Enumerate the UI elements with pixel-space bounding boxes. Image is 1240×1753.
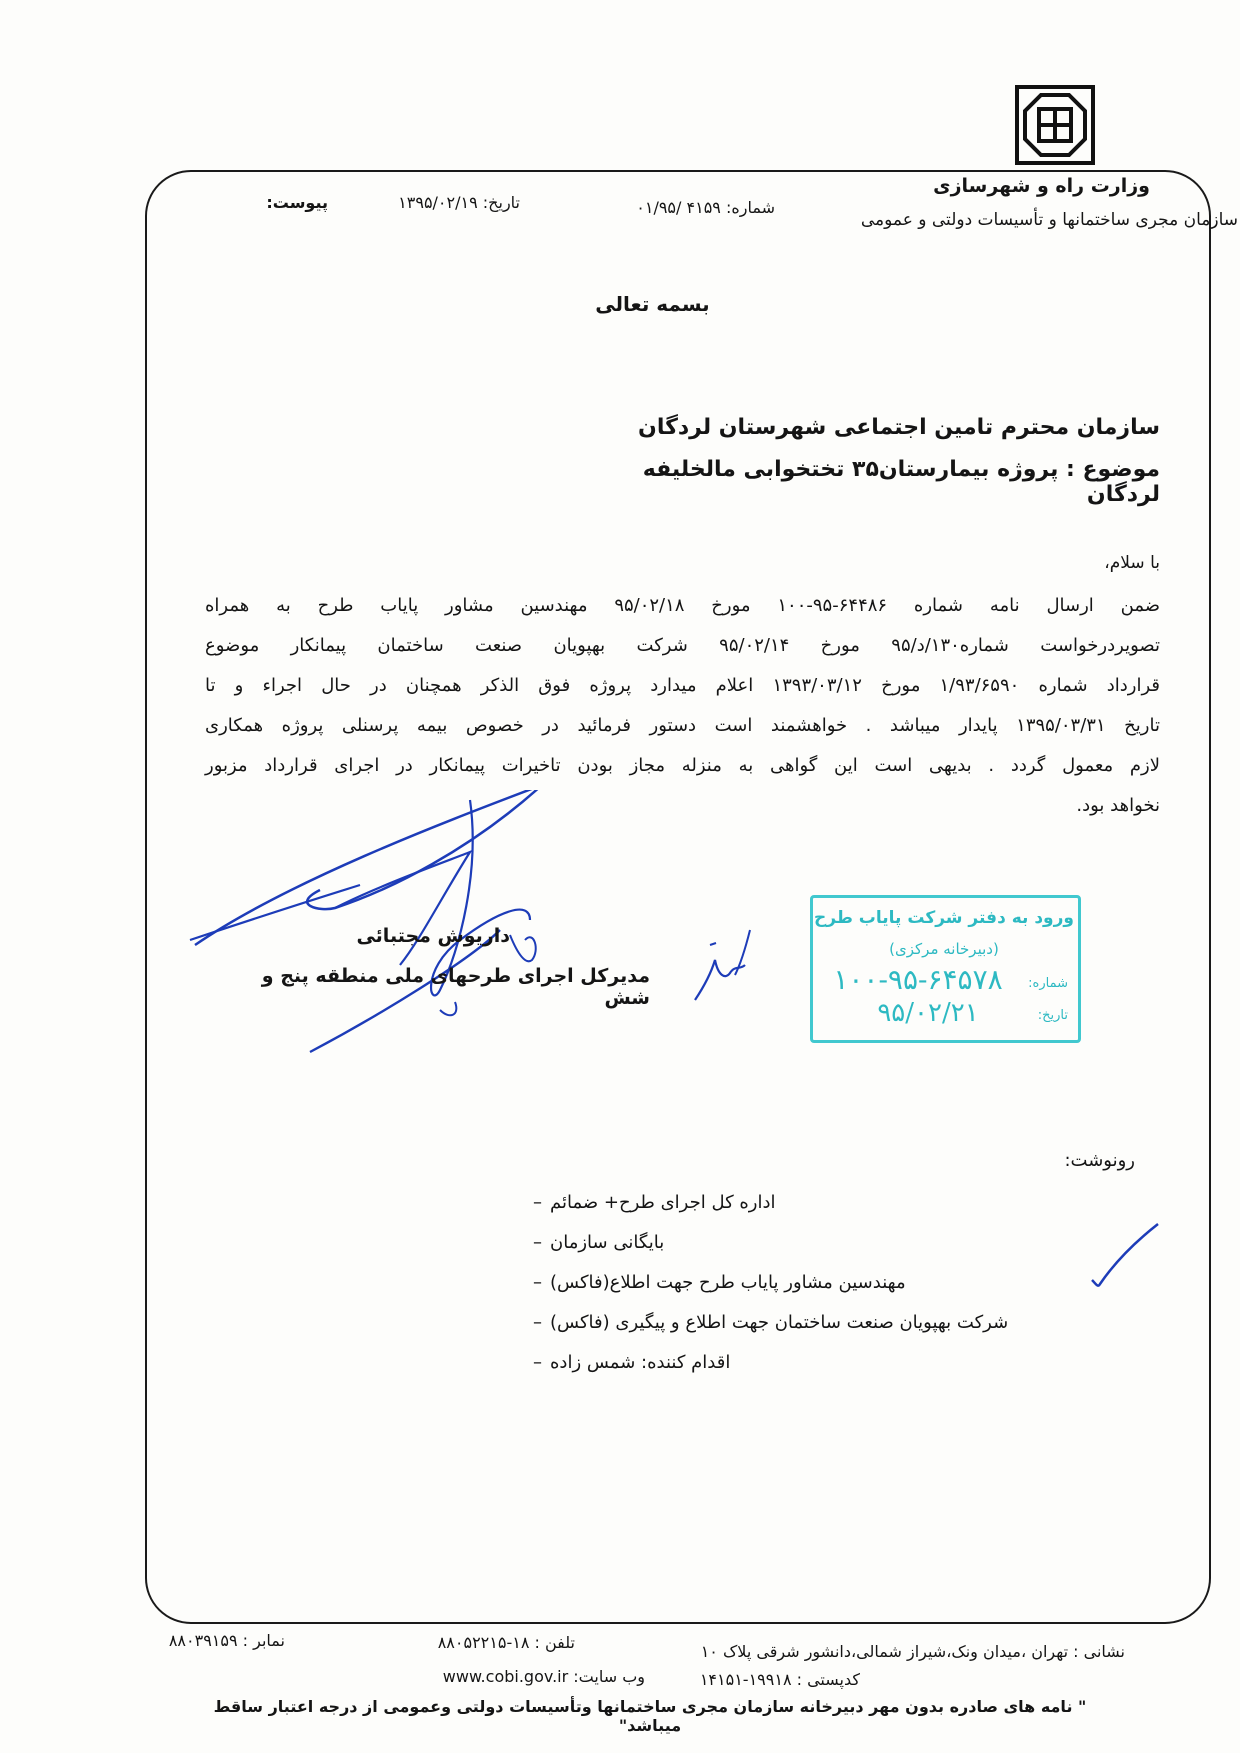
footer-website: وب سایت: www.cobi.gov.ir [442,1667,645,1686]
letter-date: تاریخ: ۱۳۹۵/۰۲/۱۹ [398,193,520,212]
body-line: ضمن ارسال نامه شماره ۶۴۴۸۶-۹۵-۱۰۰ مورخ ۹۵/۰۲/۱۸ مهندسین مشاور پایاب طرح به همراه [205,595,1161,616]
cc-bullet: – [533,1352,542,1373]
cc-item-text: شرکت بهپویان صنعت ساختمان جهت اطلاع و پیگیری (فاکس) [550,1312,1009,1333]
stamp-subtitle: (دبیرخانه مرکزی) [889,940,999,958]
cc-list [525,1183,1095,1383]
footer-disclaimer: " نامه های صادره بدون مهر دبیرخانه سازمان مجری ساختمانها وتأسیسات دولتی وعمومی از درجه اعتبار ساقط میباشد" [213,1697,1087,1735]
cc-item-text: اداره کل اجرای طرح+ ضمائم [550,1192,776,1213]
cc-bullet: – [533,1192,542,1213]
subject-line: موضوع : پروژه بیمارستان۳۵ تختخوابی مالخلیفه لردگان [642,457,1160,507]
footer-postal-code: کدپستی : ۱۹۹۱۸-۱۴۱۵۱ [699,1670,860,1689]
cc-item [525,1303,1095,1343]
signer-title: مدیرکل اجرای طرحهای ملی منطقه پنج و شش [261,965,650,1009]
body-line: قرارداد شماره ۱/۹۳/۶۵۹۰ مورخ ۱۳۹۳/۰۳/۱۲ اعلام میدارد پروژه فوق الذکر همچنان در حال اجراء و تا [205,675,1160,696]
body-line: تاریخ ۱۳۹۵/۰۳/۳۱ پایدار میباشد . خواهشمند است دستور فرمائید در خصوص بیمه پرسنلی پروژه همکاری [205,715,1160,736]
stamp-date-label: تاریخ: [1037,1008,1068,1023]
ministry-name: وزارت راه و شهرسازی [933,175,1150,197]
cc-bullet: – [533,1312,542,1333]
handwritten-initials [690,925,780,1005]
body-line: نخواهد بود. [1076,795,1160,816]
organization-name: سازمان مجری ساختمانها و تأسیسات دولتی و عمومی [860,210,1238,230]
body-line: تصویردرخواست شماره۱۳۰/د/۹۵ مورخ ۹۵/۰۲/۱۴ شرکت بهپویان صنعت ساختمان پیمانکار موضوع [205,635,1160,656]
ministry-logo [1015,85,1095,165]
signer-name: داریوش مجتبائی [356,925,510,947]
letter-number: شماره: ۴۱۵۹ /۰۱/۹۵ [636,198,775,217]
cc-heading: رونوشت: [1064,1150,1135,1171]
footer-phone: تلفن : ۱۸-۸۸۰۵۲۲۱۵ [437,1633,575,1652]
greeting: با سلام، [1104,553,1160,573]
stamp-number-value: ۱۰۰-۹۵-۶۴۵۷۸ [833,963,1003,996]
stamp-number-label: شماره: [1028,976,1068,991]
cc-item [525,1223,1095,1263]
cc-item-text: بایگانی سازمان [550,1232,665,1253]
body-line: لازم معمول گردد . بدیهی است این گواهی به منزله مجاز بودن تاخیرات پیمانکار در اجرای قرارداد مزبور [205,755,1160,776]
footer-fax: نمابر : ۸۸۰۳۹۱۵۹ [168,1631,285,1650]
invocation-heading: بسمه تعالی [595,292,710,316]
stamp-title: ورود به دفتر شرکت پایاب طرح [814,908,1074,928]
attachment-label: پیوست: [266,193,328,212]
cc-item [525,1183,1095,1223]
registry-stamp [810,895,1081,1043]
cc-item-text: مهندسین مشاور پایاب طرح جهت اطلاع(فاکس) [550,1272,906,1293]
footer-address: نشانی : تهران ،میدان ونک،شیراز شمالی،دانشور شرقی پلاک ۱۰ [700,1642,1125,1661]
handwritten-check-mark [1090,1222,1160,1292]
cc-item [525,1343,1095,1383]
recipient-line: سازمان محترم تامین اجتماعی شهرستان لردگان [638,415,1160,440]
cc-item-text: اقدام کننده: شمس زاده [550,1352,731,1373]
cc-bullet: – [533,1272,542,1293]
cc-item [525,1263,1095,1303]
cc-bullet: – [533,1232,542,1253]
stamp-date-value: ۹۵/۰۲/۲۱ [877,998,979,1028]
